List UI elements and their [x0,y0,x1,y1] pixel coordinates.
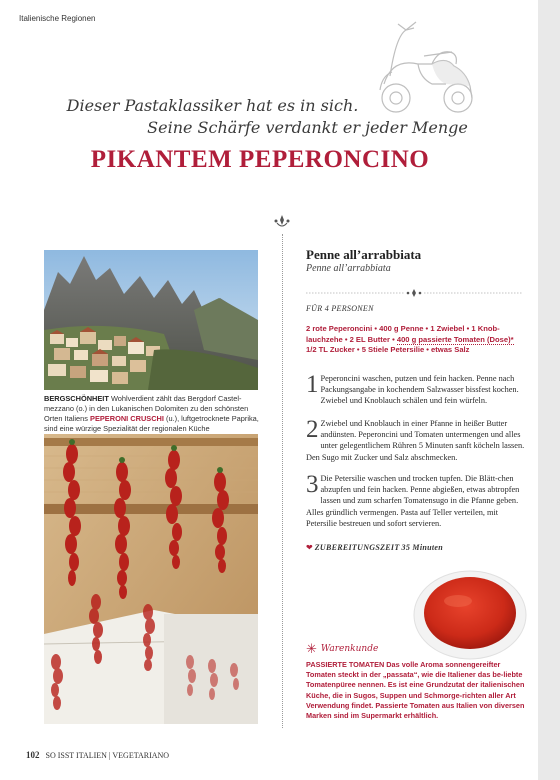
recipe-title: Penne all’arrabbiata [306,247,422,262]
caption-text-2: (u.), luftgetrocknete Paprika, sind eine würzige Spezialität der regionalen Küche [44,414,259,433]
prep-time-value: 35 Minuten [401,543,443,552]
prep-time-label: ZUBEREITUNGSZEIT [314,543,400,552]
step-text: Peperoncini waschen, putzen und fein hacken. Penne nach Packungsangabe in kochendem Salzwasser bissfest kochen. Zwiebel und Knoblauch schälen und fein würfeln. [320,374,519,406]
recipe-subtitle: Penne all’arrabbiata [306,263,391,274]
step-number: 2 [306,416,319,443]
warenkunde-title: Warenkunde [320,644,379,654]
castelmezzano-photo [44,250,258,390]
page-footer [26,750,169,760]
headline: PIKANTEM PEPERONCINO [90,146,430,173]
warenkunde-text [306,660,528,721]
servings-label: FÜR 4 PERSONEN [306,304,374,313]
ingredients-part-2: 1/2 TL Zucker • 5 Stiele Petersilie • etwas Salz [306,345,470,354]
step-text: Die Petersilie waschen und trocken tupfen. Die Blätt-chen abzupfen und fein hacken. Penne abgießen, etwas abtropfen lassen und zum scharfen Tomatensugo in die Pfanne geben. Alles gründlich vermengen. Pasta auf Teller verteilen, mit Petersilie bestreuen und sofort servieren. [306,474,520,528]
ingredients-part-1: 2 rote Peperoncini • 400 g Penne • 1 Zwiebel • 1 Knob-lauchzehe • 2 EL Butter • [306,324,500,344]
asterisk-icon: ✳ [306,641,317,656]
caption-text-1: Wohlverdient zählt das Bergdorf Castel-mezzano (o.) in den Lukanischen Dolomiten zu den schönsten Orten Italiens [44,394,249,423]
recipe-step-1 [306,373,526,407]
recipe-step-3 [306,473,526,529]
caption-highlight: PEPERONI CRUSCHI [90,414,164,423]
ingredients-highlight: 400 g passierte Tomaten (Dose)* [396,334,514,344]
dried-peppers-photo [44,434,258,724]
intro-text [0,95,520,139]
prep-time [306,543,443,552]
ornament-divider-icon [306,288,522,298]
intro-line-1: Dieser Pastaklassiker hat es in sich. [66,96,359,115]
recipe-step-2 [306,418,526,463]
section-label: Italienische Regionen [19,14,96,23]
warenkunde-lead: PASSIERTE TOMATEN [306,660,385,669]
step-text: Zwiebel und Knoblauch in einer Pfanne in heißer Butter andünsten. Peperoncini und Tomaten untermengen und alles unter gelegentlichem Rühren 5 Minuten sanft köcheln lassen. Den Sugo mit Zucker und Salz abschmecken. [306,419,525,462]
magazine-name: SO ISST ITALIEN | VEGETARIANO [45,751,170,760]
tomato-passata-bowl-photo [408,557,532,665]
heart-icon: ❤ [306,543,313,552]
page-number: 102 [26,750,40,760]
caption-lead: BERGSCHÖNHEIT [44,394,109,403]
ingredients-list [306,324,526,356]
page-edge-strip [538,0,560,780]
warenkunde-body: Das volle Aroma sonnengereifter Tomaten steckt in der „passata“, wie die Italiener das be-liebte Tomatenpüree nennen. Es ist eine Grundzutat der italienischen Küche, die in Sugos, Suppen und Schmorge-richten aller Art Verwendung findet. Passierte Tomaten aus Italien von diversen Marken sind im Supermarkt erhältlich. [306,660,525,721]
photo-caption [44,394,262,434]
warenkunde-heading [306,641,378,657]
column-divider [282,234,283,728]
step-number: 1 [306,371,319,398]
step-number: 3 [306,471,319,498]
intro-line-2: Seine Schärfe verdankt er jeder Menge [147,118,468,137]
ornament-icon [272,213,292,231]
